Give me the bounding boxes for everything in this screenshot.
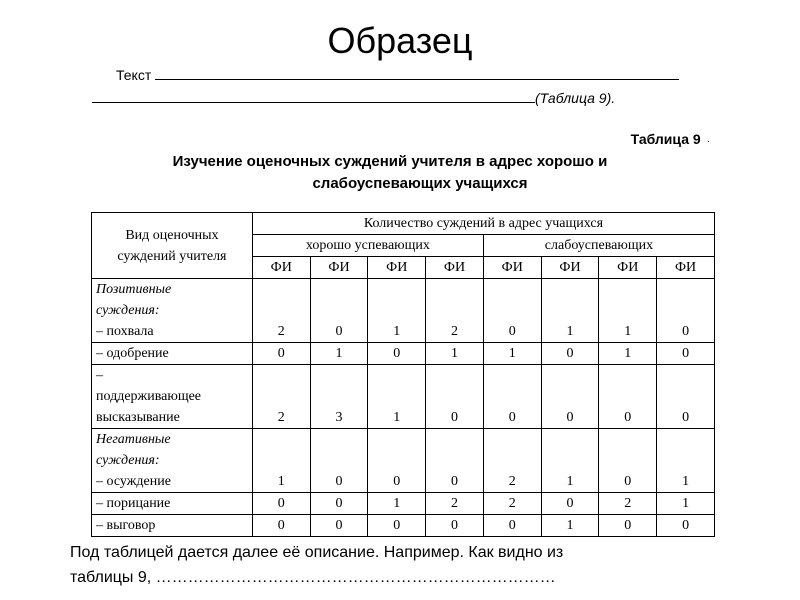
cell-value: 1	[657, 429, 715, 493]
table-caption	[100, 151, 680, 195]
cell-value: 1	[541, 515, 599, 537]
column-label: ФИ	[368, 257, 426, 279]
row-label	[92, 493, 253, 515]
footer-line: таблицы 9, …………………………………………………………………	[70, 569, 556, 586]
cell-value: 0	[541, 365, 599, 429]
table-row	[92, 279, 715, 343]
cell-value: 0	[541, 343, 599, 365]
cell-value: 0	[426, 429, 484, 493]
cell-value: 0	[310, 429, 368, 493]
footer-line: Под таблицей дается далее её описание. Например. Как видно из	[70, 544, 564, 561]
table-number	[631, 131, 710, 147]
cell-value: 0	[599, 365, 657, 429]
header-judgment-type: Вид оценочных суждений учителя	[92, 213, 253, 279]
table-row	[92, 515, 715, 537]
header-good-students: хорошо успевающих	[252, 235, 483, 257]
cell-value: 0	[368, 343, 426, 365]
cell-value: 2	[252, 279, 310, 343]
footer-text	[70, 540, 710, 590]
cell-value: 1	[426, 343, 484, 365]
header-count: Количество суждений в адрес учащихся	[252, 213, 714, 235]
column-label: ФИ	[483, 257, 541, 279]
cell-value: 0	[657, 365, 715, 429]
cell-value: 0	[426, 515, 484, 537]
row-label	[92, 365, 253, 429]
page-title: Образец	[327, 20, 473, 61]
column-label: ФИ	[657, 257, 715, 279]
cell-value: 1	[599, 279, 657, 343]
row-label-item: высказывание	[96, 410, 180, 425]
cell-value: 0	[310, 515, 368, 537]
cell-value: 0	[483, 515, 541, 537]
cell-value: 2	[483, 493, 541, 515]
cell-value: 2	[426, 279, 484, 343]
table-row	[92, 493, 715, 515]
cell-value: 1	[657, 493, 715, 515]
caption-line: слабоуспевающих учащихся	[312, 175, 528, 192]
cell-value: 2	[426, 493, 484, 515]
row-label	[92, 429, 253, 493]
row-label-line: суждения:	[96, 453, 160, 468]
row-label-line: поддерживающее	[96, 389, 202, 404]
row-label-item: – выговор	[96, 518, 156, 533]
text-line-continuation	[92, 88, 615, 106]
cell-value: 0	[252, 493, 310, 515]
row-label-line: Негативные	[96, 432, 171, 447]
cell-value: 1	[252, 429, 310, 493]
cell-value: 1	[310, 343, 368, 365]
cell-value: 0	[599, 429, 657, 493]
cell-value: 2	[483, 429, 541, 493]
column-label: ФИ	[426, 257, 484, 279]
row-label	[92, 515, 253, 537]
table-number-mark: ·	[706, 136, 710, 147]
cell-value: 0	[483, 279, 541, 343]
cell-value: 0	[657, 279, 715, 343]
column-label: ФИ	[541, 257, 599, 279]
row-label-item: – похвала	[96, 324, 154, 339]
cell-value: 0	[541, 493, 599, 515]
cell-value: 1	[368, 365, 426, 429]
data-table	[91, 212, 715, 537]
cell-value: 0	[368, 429, 426, 493]
table-reference: (Таблица 9).	[535, 90, 616, 106]
blank-underline	[155, 65, 679, 80]
cell-value: 2	[252, 365, 310, 429]
column-label: ФИ	[599, 257, 657, 279]
cell-value: 1	[368, 279, 426, 343]
blank-underline	[92, 88, 535, 103]
row-label-line: –	[96, 368, 103, 383]
column-label: ФИ	[252, 257, 310, 279]
row-label	[92, 279, 253, 343]
table-row	[92, 429, 715, 493]
cell-value: 0	[310, 279, 368, 343]
row-label-item: – одобрение	[96, 346, 169, 361]
row-label-item: – осуждение	[96, 474, 171, 489]
table-body	[92, 279, 715, 537]
row-label-line: суждения:	[96, 303, 160, 318]
row-label	[92, 343, 253, 365]
table-row	[92, 365, 715, 429]
cell-value: 0	[483, 365, 541, 429]
text-line	[116, 65, 679, 83]
table-number-label: Таблица 9	[630, 131, 701, 147]
cell-value: 1	[541, 429, 599, 493]
header-weak-students: слабоуспевающих	[483, 235, 714, 257]
column-label: ФИ	[310, 257, 368, 279]
cell-value: 0	[426, 365, 484, 429]
row-label-item: – порицание	[96, 496, 171, 511]
cell-value: 0	[252, 343, 310, 365]
table-row	[92, 343, 715, 365]
row-label-line: Позитивные	[96, 282, 172, 297]
cell-value: 0	[252, 515, 310, 537]
cell-value: 0	[368, 515, 426, 537]
cell-value: 0	[657, 343, 715, 365]
cell-value: 2	[599, 493, 657, 515]
cell-value: 3	[310, 365, 368, 429]
cell-value: 0	[657, 515, 715, 537]
cell-value: 1	[599, 343, 657, 365]
cell-value: 1	[483, 343, 541, 365]
text-label: Текст	[116, 67, 152, 83]
caption-line: Изучение оценочных суждений учителя в адрес хорошо и	[172, 153, 608, 170]
cell-value: 0	[599, 515, 657, 537]
cell-value: 1	[541, 279, 599, 343]
cell-value: 0	[310, 493, 368, 515]
cell-value: 1	[368, 493, 426, 515]
